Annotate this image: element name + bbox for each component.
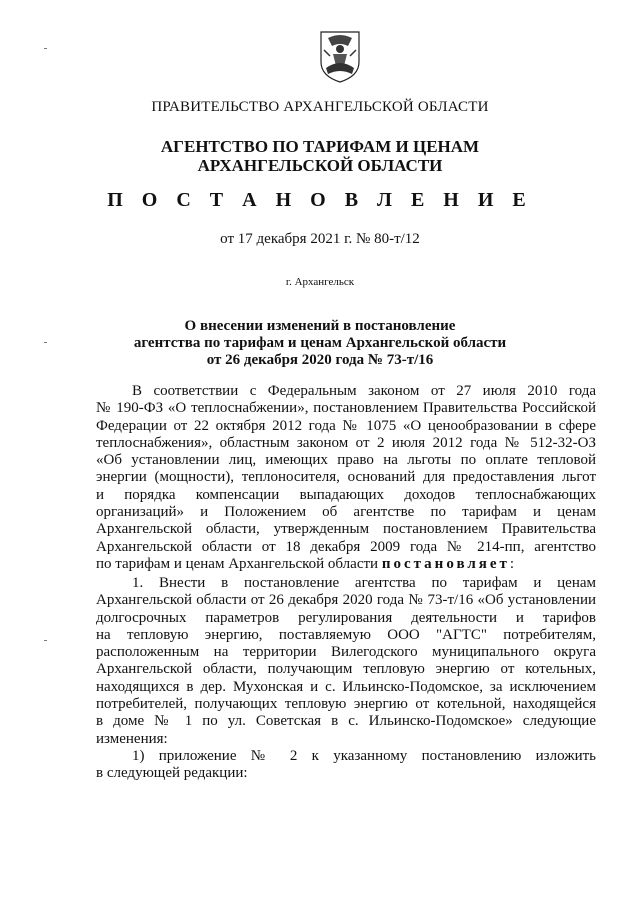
subitem-1-paragraph (96, 748, 596, 783)
government-name: ПРАВИТЕЛЬСТВО АРХАНГЕЛЬСКОЙ ОБЛАСТИ (151, 99, 489, 115)
text-line: Архангельской области от 26 декабря 2020 года № 73-т/16 «Об установлении (96, 592, 596, 609)
document-date-number: от 17 декабря 2021 г. № 80-т/12 (220, 231, 420, 247)
text-line: расположенным на территории Вилегодского муниципального округа (96, 644, 596, 661)
text-line: Федерации от 22 октября 2012 года № 1075 «О ценообразовании в сфере (96, 417, 596, 434)
text-line: долгосрочных параметров регулирования деятельности и тарифов (96, 609, 596, 626)
text-line (96, 556, 596, 573)
text-line: изменения: (96, 730, 168, 747)
resolves-keyword: постановляет (381, 555, 510, 572)
text-line: В соответствии с Федеральным законом от 27 июля 2010 года (132, 383, 596, 399)
margin-mark (44, 640, 47, 641)
agency-name-line2: АРХАНГЕЛЬСКОЙ ОБЛАСТИ (197, 156, 443, 175)
text-line: Архангельской области, утвержденным постановлением Правительства (96, 521, 596, 538)
text-line: находящихся в дер. Мухонская и с. Ильинско-Подомское, за исключением (96, 678, 596, 695)
text-line: на тепловую энергию, поставляемую ООО "АГТС" потребителям, (96, 626, 596, 643)
subject-line2: агентства по тарифам и ценам Архангельской области (133, 335, 507, 351)
document-type: П О С Т А Н О В Л Е Н И Е (107, 189, 533, 211)
text-line: и порядка компенсации выпадающих доходов теплоснабжающих (96, 486, 596, 503)
preamble-paragraph (96, 383, 596, 573)
document-city: г. Архангельск (285, 276, 355, 288)
text-line: 1. Внести в постановление агентства по тарифам и ценам (132, 575, 596, 591)
document-subject (0, 318, 640, 369)
text-line: потребителей, получающих тепловую энергию от котельной, находящейся (96, 696, 596, 713)
text-fragment: по тарифам и ценам Архангельской области (96, 555, 379, 572)
subject-line3: от 26 декабря 2020 года № 73-т/16 (206, 352, 434, 368)
text-line: Архангельской области от 18 декабря 2009 года № 214-пп, агентство (96, 538, 596, 555)
text-line: «Об установлении лиц, имеющих право на льготы по оплате тепловой (96, 452, 596, 469)
item-1-paragraph (96, 575, 596, 748)
text-line: № 190-ФЗ «О теплоснабжении», постановлением Правительства Российской (96, 400, 596, 417)
margin-mark (44, 342, 47, 343)
agency-name-line1: АГЕНТСТВО ПО ТАРИФАМ И ЦЕНАМ (160, 137, 480, 156)
text-line: теплоснабжения», областным законом от 2 июля 2012 года № 512-32-ОЗ (96, 434, 596, 451)
text-line: 1) приложение № 2 к указанному постановлению изложить (132, 748, 596, 764)
text-line: в доме № 1 по ул. Советская в с. Ильинско-Подомское» следующие (96, 713, 596, 730)
margin-mark (44, 48, 47, 49)
subject-line1: О внесении изменений в постановление (184, 318, 456, 334)
text-fragment: : (509, 555, 515, 572)
text-line: энергии (мощности), теплоносителя, оснований для предоставления льгот (96, 469, 596, 486)
text-line: организаций» и Положением об агентстве по тарифам и ценам (96, 504, 596, 521)
coat-of-arms-icon (318, 28, 362, 84)
text-line: в следующей редакции: (96, 765, 248, 782)
text-line: Архангельской области, получающим тепловую энергию от котельных, (96, 661, 596, 678)
agency-name (0, 137, 640, 175)
